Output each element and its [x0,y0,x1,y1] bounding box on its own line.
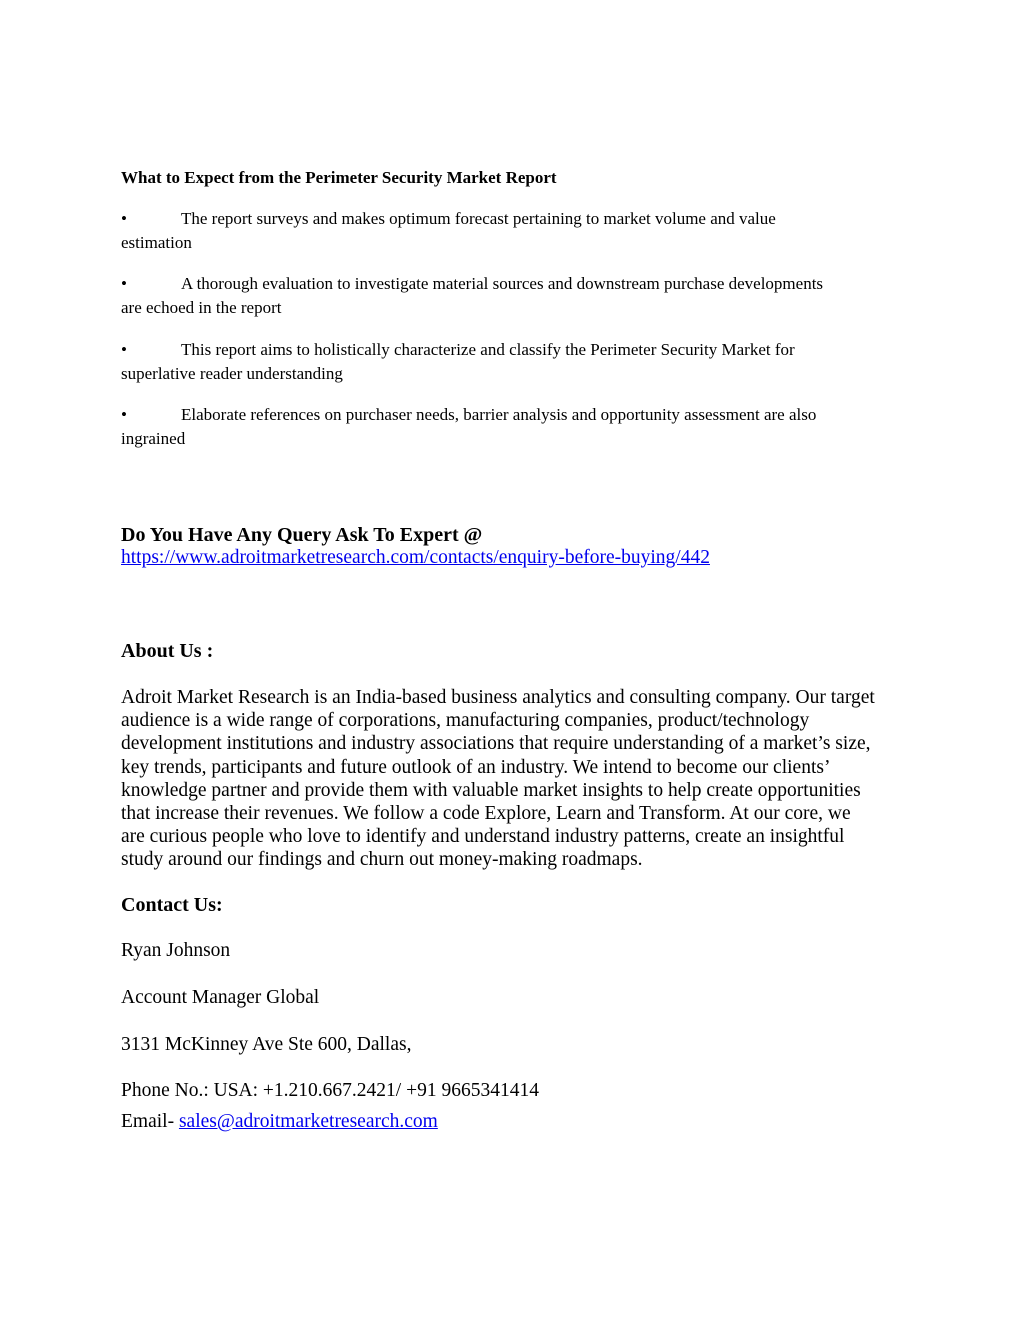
about-line: study around our findings and churn out money-making roadmaps. [121,849,643,871]
about-line: Adroit Market Research is an India-based business analytics and consulting company. Our target [121,687,875,708]
bullet-2-line-2: are echoed in the report [121,298,282,317]
bullet-4-line-1: Elaborate references on purchaser needs, barrier analysis and opportunity assessment are also [181,405,817,424]
email-link[interactable]: sales@adroitmarketresearch.com [178,1111,438,1132]
about-paragraph [121,686,911,872]
about-line: knowledge partner and provide them with valuable market insights to help create opportunities [121,779,861,801]
bullet-3-line-1: This report aims to holistically characterize and classify the Perimeter Security Market for [181,340,795,359]
expect-heading: What to Expect from the Perimeter Security Market Report [121,168,557,187]
contact-email-row [121,1111,438,1133]
about-heading: About Us : [121,640,214,662]
email-label: Email- [121,1111,179,1132]
bullet-symbol: • [121,405,127,424]
contact-name: Ryan Johnson [121,940,231,961]
contact-heading: Contact Us: [121,894,223,916]
bullet-1-line-2: estimation [121,233,192,252]
bullet-symbol: • [121,274,127,293]
bullet-symbol: • [121,209,127,228]
contact-phone: Phone No.: USA: +1.210.667.2421/ +91 9665341414 [121,1080,539,1101]
contact-title: Account Manager Global [121,987,320,1008]
about-line: development institutions and industry associations that require understanding of a market’s size, [121,733,871,755]
about-line: audience is a wide range of corporations, manufacturing companies, product/technology [121,710,810,732]
about-line: key trends, participants and future outlook of an industry. We intend to become our clients’ [121,756,831,778]
enquiry-link[interactable]: https://www.adroitmarketresearch.com/contacts/enquiry-before-buying/442 [121,547,710,568]
about-line: are curious people who love to identify and understand industry patterns, create an insightful [121,826,845,848]
query-heading: Do You Have Any Query Ask To Expert @ [121,524,483,546]
bullet-symbol: • [121,340,127,359]
bullet-3-line-2: superlative reader understanding [121,364,343,383]
bullet-4-line-2: ingrained [121,429,186,448]
contact-address: 3131 McKinney Ave Ste 600, Dallas, [121,1034,412,1055]
bullet-2-line-1: A thorough evaluation to investigate material sources and downstream purchase developments [181,274,824,293]
about-line: that increase their revenues. We follow a code Explore, Learn and Transform. At our core, we [121,803,851,825]
bullet-1-line-1: The report surveys and makes optimum forecast pertaining to market volume and value [181,209,776,228]
